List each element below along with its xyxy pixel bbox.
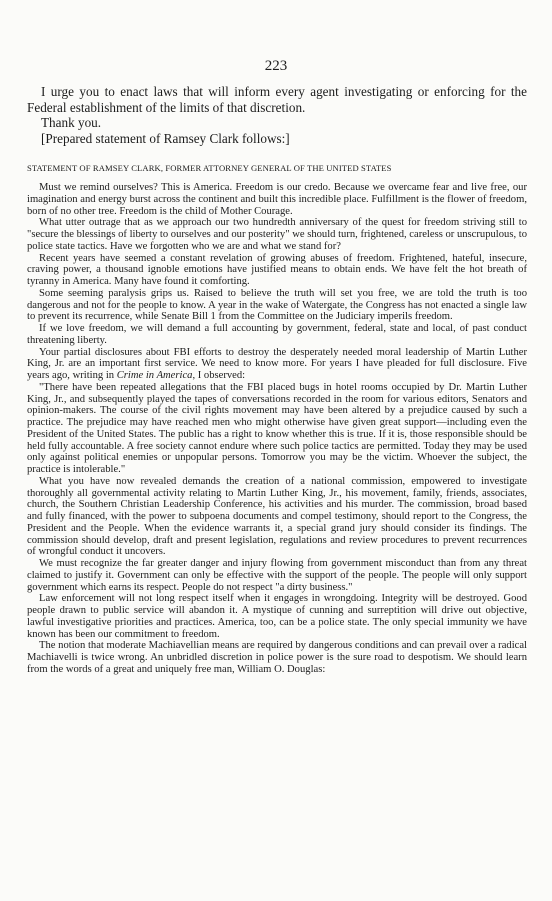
page-number: 223 [264, 58, 288, 74]
paragraph: If we love freedom, we will demand a full accounting by government, federal, state and local, of past conduct threatening liberty. [27, 323, 527, 346]
prepared-statement-note: [Prepared statement of Ramsey Clark follows:] [41, 130, 290, 146]
closing-paragraph: I urge you to enact laws that will inform every agent investigating or enforcing for the Federal establishment of the limits of that discretion. [27, 84, 527, 115]
statement-heading: STATEMENT OF RAMSEY CLARK, FORMER ATTORNEY GENERAL OF THE UNITED STATES [27, 163, 392, 173]
thanks-line: Thank you. [41, 115, 102, 130]
paragraph: What utter outrage that as we approach our two hundredth anniversary of the quest for freedom striving still to "secure the blessings of liberty to ourselves and our posterity" we should turn, frightened, careless or unscrupulous, to police state tactics. Have we forgotten who we are and what we stand for? [27, 217, 527, 252]
paragraph: Recent years have seemed a constant revelation of growing abuses of freedom. Frightened, hateful, insecure, craving power, a thousand ignoble emotions have justified means to obtain ends. We have felt the hot breath of tyranny in America. Many have found it comforting. [27, 252, 527, 287]
paragraph: The notion that moderate Machiavellian means are required by dangerous conditions and can prevail over a radical Machiavelli is twice wrong. An unbridled discretion in police power is the sure road to despotism. We should learn from the words of a great and uniquely free man, William O. Douglas: [27, 640, 527, 675]
paragraph: We must recognize the far greater danger and injury flowing from government misconduct than from any threat claimed to justify it. Government can only be effective with the support of the people. The people will only support government which earns its respect. People do not respect "a dirty business." [27, 558, 527, 593]
paragraph-with-book-title: Your partial disclosures about FBI efforts to destroy the desperately needed moral leadership of Martin Luther King, Jr. are an important first service. We need to know more. For years I have pleaded for full disclosure. Five years ago, writing in Crime in America, I observed: [27, 346, 527, 381]
statement-body [27, 182, 527, 676]
paragraph: Must we remind ourselves? This is America. Freedom is our credo. Because we overcame fear and live free, our imagination and energy burst across the continent and built this incredible place. Fulfillment is the flower of freedom, born of no other tree. Freedom is the child of Mother Courage. [27, 182, 527, 217]
paragraph: What you have now revealed demands the creation of a national commission, empowered to investigate thoroughly all governmental activity relating to Martin Luther King, Jr., his movement, family, friends, associates, church, the Southern Christian Leadership Conference, his activities and his murder. The commission, broad based and fully financed, with the power to subpoena documents and compel testimony, should report to the Congress, the President and the People. When the evidence warrants it, a special grand jury should consider its findings. The commission should develop, draft and present legislation, regulations and review procedures to prevent recurrences of wrongful conduct it uncovers. [27, 475, 527, 558]
paragraph: Law enforcement will not long respect itself when it engages in wrongdoing. Integrity will be destroyed. Good people drawn to public service will abandon it. A mystique of cunning and surreptition will drive out objective, lawful investigative priorities and practices. America, too, can be a police state. The only special immunity we have known has been our commitment to freedom. [27, 593, 527, 640]
quoted-paragraph: "There have been repeated allegations that the FBI placed bugs in hotel rooms occupied by Dr. Martin Luther King, Jr., and subsequently played the tapes of conversations recorded in the room for various editors, Senators and opinion-makers. The course of the civil rights movement may have been altered by a prejudice caused by such a practice. The prejudice may have reached men who might otherwise have given great support—including even the President of the United States. The public has a right to know whether this is true. If it is, those responsible should be held fully accountable. A free society cannot endure where such police tactics are permitted. Today they may be used only against political enemies or unpopular persons. Tomorrow you may be the victim. Whoever the subject, the practice is intolerable." [27, 381, 527, 475]
book-title: Crime in America [116, 370, 193, 381]
testimony-intro [27, 84, 527, 146]
paragraph: Some seeming paralysis grips us. Raised to believe the truth will set you free, we are told the truth is too dangerous and not for the people to know. A year in the wake of Watergate, the Congress has not enacted a single law to prevent its recurrence, while Senate Bill 1 from the Committee on the Judiciary imperils freedom. [27, 287, 527, 323]
